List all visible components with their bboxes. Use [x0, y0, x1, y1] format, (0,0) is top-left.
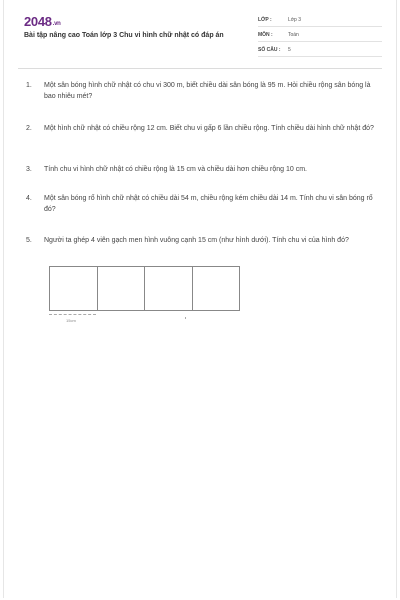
- document-title: Bài tập nâng cao Toán lớp 3 Chu vi hình chữ nhật có đáp án: [24, 32, 224, 39]
- dimension-label: 15cm: [66, 318, 76, 323]
- question-text: Một sân bóng hình chữ nhật có chu vi 300 m, biết chiều dài sân bóng là 95 m. Hỏi chiều rộng sân bóng là bao nhiêu mét?: [44, 82, 371, 100]
- square-tile: [144, 266, 193, 311]
- meta-row-class: [258, 14, 382, 27]
- dimension-line: [49, 314, 96, 315]
- question-text: Tính chu vi hình chữ nhật có chiều rộng là 15 cm và chiều dài hơn chiều rộng 10 cm.: [44, 166, 307, 173]
- meta-label-count: SỐ CÂU :: [258, 47, 281, 53]
- worksheet-page: [3, 0, 397, 598]
- question-text: Một sân bóng rổ hình chữ nhật có chiều dài 54 m, chiều rộng kém chiều dài 14 m. Tính chu vi sân bóng rổ đó?: [44, 195, 373, 213]
- question-1: [26, 80, 378, 102]
- meta-row-count: [258, 44, 382, 57]
- site-logo[interactable]: 2048.vn: [24, 14, 61, 29]
- question-number: 1.: [26, 82, 32, 89]
- meta-value-class: Lớp 3: [288, 17, 302, 23]
- meta-label-subject: MÔN :: [258, 32, 273, 38]
- meta-row-subject: [258, 29, 382, 42]
- square-tile: [192, 266, 241, 311]
- logo-suffix: .vn: [52, 21, 61, 27]
- question-3: [26, 164, 378, 175]
- meta-value-subject: Toán: [288, 32, 299, 38]
- question-5: [26, 235, 378, 246]
- question-text: Người ta ghép 4 viên gạch men hình vuông cạnh 15 cm (như hình dưới). Tính chu vi của hình đó?: [44, 237, 349, 244]
- question-2: [26, 123, 378, 134]
- worksheet-header: [4, 0, 396, 70]
- question-4: [26, 193, 378, 215]
- question-number: 2.: [26, 125, 32, 132]
- question-number: 4.: [26, 195, 32, 202]
- header-divider: [18, 68, 382, 69]
- meta-value-count: 5: [288, 47, 291, 53]
- meta-label-class: LỚP :: [258, 17, 272, 23]
- square-tile: [49, 266, 98, 311]
- square-tile: [97, 266, 146, 311]
- question-number: 5.: [26, 237, 32, 244]
- question-text: Một hình chữ nhật có chiều rộng 12 cm. Biết chu vi gấp 6 lần chiều rộng. Tính chiều dài hình chữ nhật đó?: [44, 125, 374, 132]
- tile-figure: [49, 266, 239, 311]
- figure-tick-mark: [185, 317, 186, 319]
- question-number: 3.: [26, 166, 32, 173]
